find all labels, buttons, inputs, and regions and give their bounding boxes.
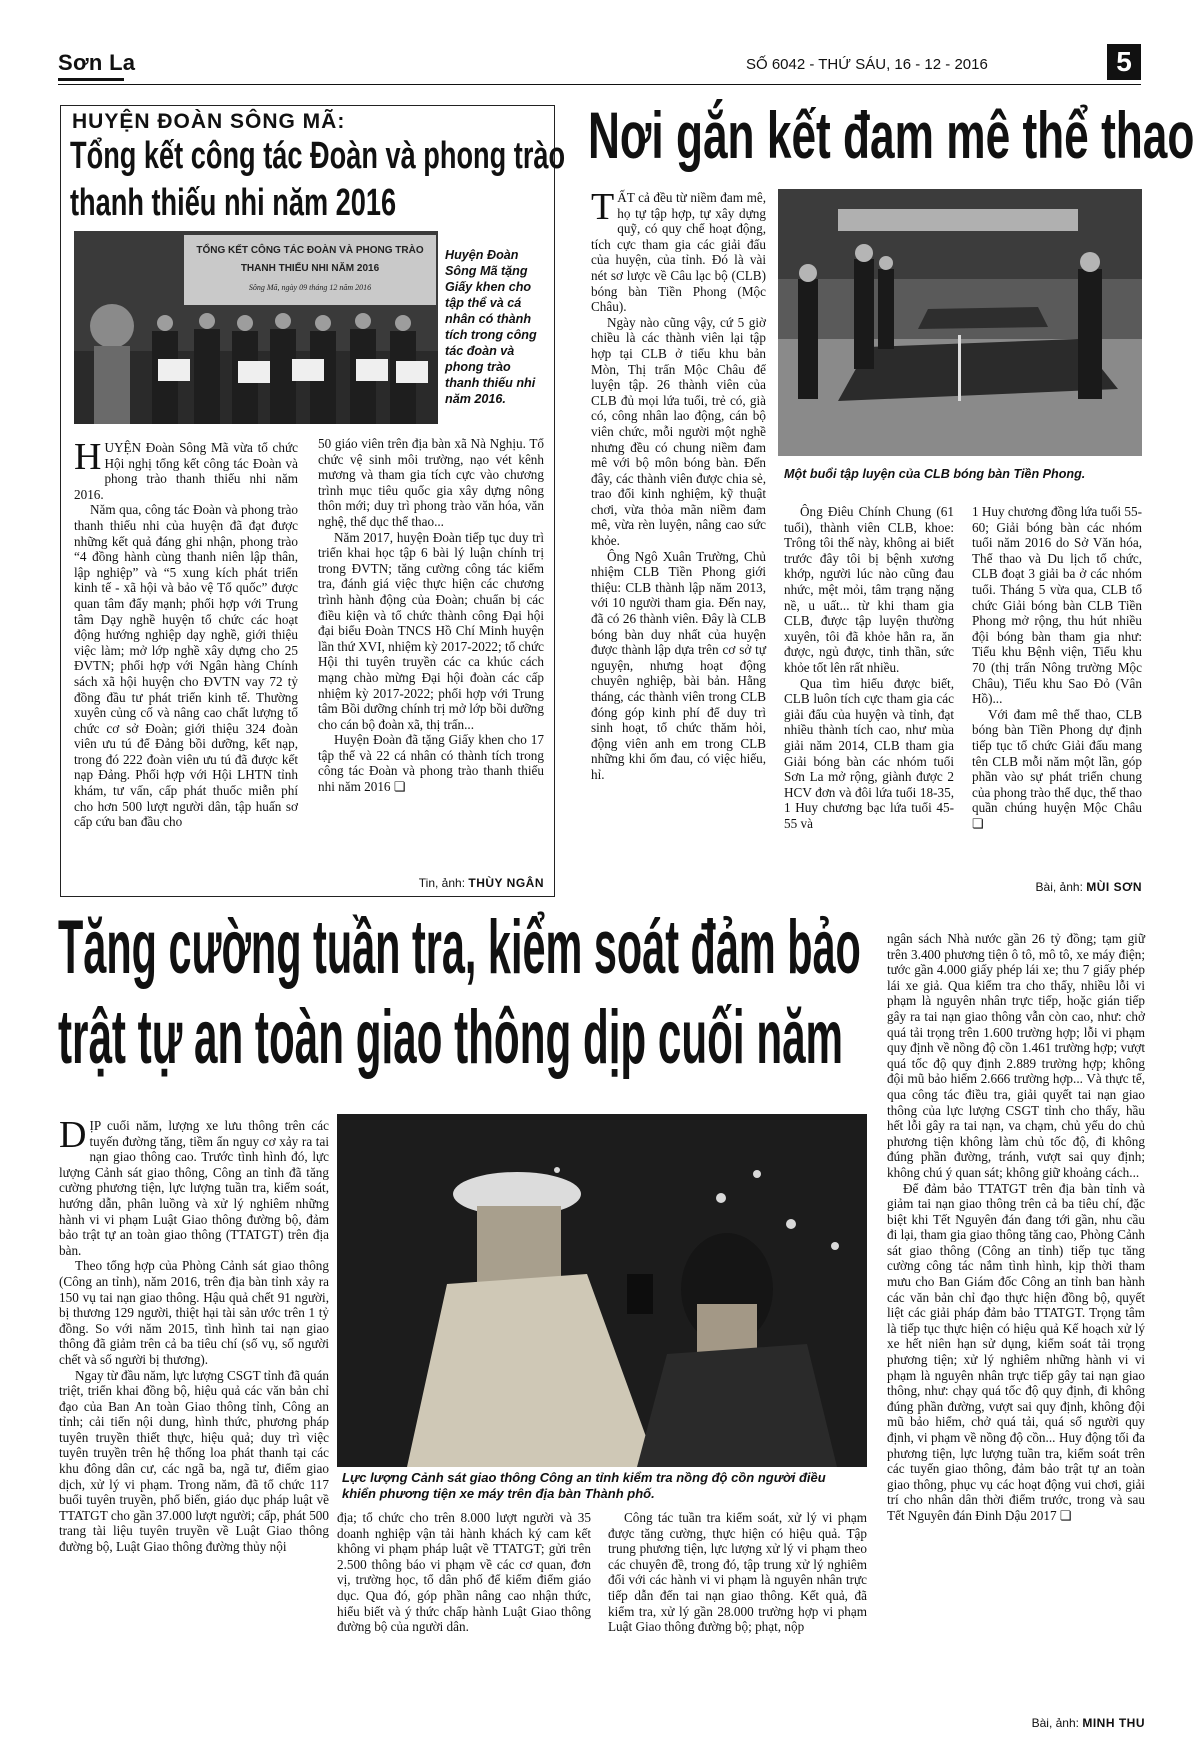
table-tennis-image [778, 189, 1142, 456]
article-1-title-line-1: Tổng kết công tác Đoàn và phong trào [70, 135, 566, 177]
header-rule [58, 84, 1141, 85]
award-ceremony-image [74, 231, 438, 424]
article-3-column-4 [887, 931, 1145, 1524]
article-1-byline [318, 876, 544, 890]
paragraph: HUYỆN Đoàn Sông Mã vừa tổ chức Hội nghị tổng kết công tác Đoàn và phong trào thanh thiếu nhi năm 2016. [74, 436, 298, 502]
byline-prefix: Tin, ảnh: [418, 876, 466, 890]
article-3-photo [337, 1114, 867, 1467]
page-number: 5 [1107, 44, 1141, 80]
paragraph: địa; tổ chức cho trên 8.000 lượt người và 35 doanh nghiệp vận tải hành khách ký cam kết không vi phạm pháp luật về TTATGT; gửi trên 2.500 thông báo vi phạm về các cơ quan, đơn vị, trường học, tổ dân phố để kiểm điểm giáo dục. Qua đó, góp phần nâng cao nhận thức, hiểu biết và ý thức chấp hành Luật Giao thông đường bộ của người dân. [337, 1510, 591, 1635]
paragraph: Qua tìm hiểu được biết, CLB luôn tích cực tham gia các giải đấu của huyện và tỉnh, đạt nhiều thành tích cao, như mùa giải năm 2014, CLB tham gia Giải bóng bàn các nhóm tuổi Sơn La mở rộng, giành được 2 HCV đơn và đôi lứa tuổi 18-35, 1 Huy chương bạc lứa tuổi 45-55 và [784, 675, 954, 831]
article-1-kicker: HUYỆN ĐOÀN SÔNG MÃ: [72, 110, 346, 133]
article-2-column-2 [784, 504, 954, 831]
article-2-photo [778, 189, 1142, 456]
section-name: Sơn La [58, 50, 136, 75]
article-3-title-line-1: Tăng cường tuần tra, kiểm soát đảm bảo [58, 905, 861, 990]
article-3-caption: Lực lượng Cảnh sát giao thông Công an tỉnh kiểm tra nồng độ cồn người điều khiển phương tiện xe máy trên địa bàn Thành phố. [342, 1470, 826, 1501]
paragraph: Theo tổng hợp của Phòng Cảnh sát giao thông (Công an tỉnh), năm 2016, trên địa bàn tỉnh xảy ra 150 vụ tai nạn giao thông. Hậu quả chết 91 người, bị thương 129 người, thiệt hại tài sản ước trên 1 tỷ đồng. So với năm 2015, tình hình tai nạn giao thông đã giảm trên cả ba tiêu chí (số vụ, số người chết và số người bị thương). [59, 1258, 329, 1367]
paragraph: ngân sách Nhà nước gần 26 tỷ đồng; tạm giữ trên 3.400 phương tiện ô tô, mô tô, xe máy điện; tước gần 4.000 giấy phép lái xe; thu 7 giấy phép lái xe giả. Qua kiểm tra cho thấy, nhiều lỗi vi phạm là nguyên nhân trực tiếp, hoặc gián tiếp gây ra tai nạn giao thông vẫn còn cao, như: chở quá tải trọng trên 1.600 trường hợp; lỗi vi phạm quy định về nồng độ cồn 1.461 trường hợp; vượt quá tốc độ quy định 2.889 trường hợp; không đội mũ bảo hiểm 2.666 trường hợp... Và thực tế, qua công tác điều tra, giải quyết tai nạn giao thông của lực lượng CSGT tỉnh cho thấy, hầu hết lỗi gây ra tai nạn, va chạm, chủ yếu do chủ phương tiện không làm chủ tốc độ, đi không đúng phần đường, tránh, vượt sai quy định; không chú ý quan sát; không giữ khoảng cách... [887, 931, 1145, 1180]
article-3-byline [887, 1716, 1145, 1730]
article-1-title-line-2: thanh thiếu nhi năm 2016 [70, 182, 397, 224]
article-1-caption: Huyện Đoàn Sông Mã tặng Giấy khen cho tập thể và cá nhân có thành tích trong công tác đoàn và phong trào thanh thiếu nhi năm 2016. [445, 248, 537, 406]
section-underline [58, 78, 124, 81]
photo-banner-line-2: THANH THIẾU NHI NĂM 2016 [240, 263, 380, 274]
byline-author: MÙI SƠN [1086, 880, 1142, 894]
article-2-byline [972, 880, 1142, 894]
photo-banner-line-3: Sông Mã, ngày 09 tháng 12 năm 2016 [248, 283, 372, 292]
article-3-column-3 [608, 1510, 867, 1635]
paragraph: Công tác tuần tra kiểm soát, xử lý vi phạm được tăng cường, thực hiện có hiệu quả. Tập trung phương tiện, lực lượng xử lý vi phạm theo các chuyên đề, trong đó, tập trung xử lý nghiêm đối với các hành vi vi phạm là nguyên nhân trực tiếp dẫn đến tai nạn giao thông. Kết quả, đã kiểm tra, xử lý gần 28.000 trường hợp vi phạm Luật Giao thông đường bộ; phạt, nộp [608, 1510, 867, 1635]
byline-author: THÙY NGÂN [468, 876, 544, 890]
paragraph: Huyện Đoàn đã tặng Giấy khen cho 17 tập thể và 22 cá nhân có thành tích trong công tác Đoàn và phong trào thanh thiếu nhi năm 2016 ❏ [318, 732, 544, 795]
paragraph: Ông Ngô Xuân Trường, Chủ nhiệm CLB Tiền Phong giới thiệu: CLB thành lập năm 2013, với 10 người tham gia. Đến nay, đã có 26 thành viên. Đây là CLB bóng bàn duy nhất của huyện được thành lập dựa trên cơ sở tự nguyện, nhưng hoạt động chuyên nghiệp, bài bản. Hằng tháng, các thành viên trong CLB đóng góp kinh phí để duy trì sinh hoạt, tổ chức thăm hỏi, động viên anh em trong CLB những khi ốm đau, có việc hiếu, hỉ. [591, 548, 766, 782]
paragraph: TẤT cả đều từ niềm đam mê, họ tự tập hợp, tự xây dựng quỹ, có quy chế hoạt động, tích cực tham gia các giải đấu của huyện, của tỉnh. Đó là vài nét sơ lược về Câu lạc bộ (CLB) bóng bàn Tiền Phong (Mộc Châu). [591, 186, 766, 315]
article-2-column-3 [972, 504, 1142, 831]
article-3-column-1 [59, 1114, 329, 1555]
article-3-column-2 [337, 1510, 591, 1635]
article-3-title-line-2: trật tự an toàn giao thông dịp cuối năm [58, 995, 844, 1080]
traffic-police-image [337, 1114, 867, 1467]
article-2-title: Nơi gắn kết đam mê thể thao [588, 98, 1195, 172]
byline-prefix: Bài, ảnh: [1031, 1716, 1079, 1730]
paragraph: Năm 2017, huyện Đoàn tiếp tục duy trì triển khai học tập 6 bài lý luận chính trị trong ĐVTN; tăng cường công tác kiểm tra, đánh giá việc thực hiện các chương trình hành động của Đoàn; chuẩn bị các điều kiện và tổ chức thành công Đại hội đại biểu Đoàn TNCS Hồ Chí Minh huyện lần thứ XVI, nhiệm kỳ 2017-2022; tổ chức Hội thi tuyên truyền các ca khúc cách mạng chào mừng Đại hội đoàn các cấp nhiệm kỳ 2017-2022; phối hợp với Trung tâm Bồi dưỡng chính trị mở lớp bồi dưỡng cho cán bộ đoàn xã, thị trấn... [318, 529, 544, 732]
article-1-photo [74, 231, 438, 424]
photo-banner-line-1: TỔNG KẾT CÔNG TÁC ĐOÀN VÀ PHONG TRÀO [196, 245, 424, 256]
article-2-column-1 [591, 186, 766, 783]
paragraph: Ông Điêu Chính Chung (61 tuổi), thành viên CLB, khoe: Trông tôi thế này, không ai biết trước đây tôi bị bệnh xương khớp, người lúc nào cũng đau nhức, mệt mỏi, tâm trạng nặng nề, u uất... từ khi tham gia CLB, được tập luyện thường xuyên, tôi đã khỏe hẳn ra, ăn được, ngủ được, tinh thần, sức khỏe tốt lên rất nhiều. [784, 504, 954, 675]
paragraph: 50 giáo viên trên địa bàn xã Nà Nghịu. Tổ chức vệ sinh môi trường, nạo vét kênh mương và tham gia tích cực vào chương trình mục tiêu quốc gia xây dựng nông thôn mới; duy trì phong trào văn hóa, văn nghệ, thể dục thể thao... [318, 436, 544, 529]
issue-date: SỐ 6042 - THỨ SÁU, 16 - 12 - 2016 [746, 56, 988, 73]
article-1-column-2 [318, 436, 544, 795]
paragraph: Ngay từ đầu năm, lực lượng CSGT tỉnh đã quán triệt, triển khai đồng bộ, hiệu quả các văn bản chỉ đạo của Ban An toàn Giao thông tỉnh, Công an tỉnh; cải tiến nội dung, hình thức, phương pháp tuyên truyền thiết thực, hiệu quả; duy trì việc tuyên truyền trên hệ thống loa phát thanh tại các khu đông dân cư, các ngã ba, ngã tư, điểm giao dịch, xử lý vi phạm. Trong năm, đã tổ chức 117 buổi tuyên truyền, phổ biến, giáo dục pháp luật về TTATGT cho gần 37.000 lượt người; cấp, phát 500 trang tài liệu tuyên truyền về Luật Giao thông đường bộ, Luật Giao thông đường thủy nội [59, 1367, 329, 1555]
paragraph: Năm qua, công tác Đoàn và phong trào thanh thiếu nhi của huyện đã đạt được những kết quả đáng ghi nhận, phong trào “4 đồng hành cùng thanh niên lập thân, lập nghiệp” và “5 xung kích phát triển kinh tế - xã hội và bảo vệ Tổ quốc” được quan tâm đẩy mạnh; phối hợp với Trung tâm Dạy nghề huyện tổ chức các hoạt động hướng nghiệp dạy nghề, giới thiệu việc làm; mở lớp nghề xây dựng cho 25 ĐVTN; phối hợp với Ngân hàng Chính sách xã hội huyện cho ĐVTN vay 72 tỷ đồng đầu tư phát triển kinh tế. Thường xuyên củng cố và nâng cao chất lượng tổ chức cơ sở Đoàn; giới thiệu 324 đoàn viên ưu tú để Đảng bồi dưỡng, kết nạp, trong đó 222 đoàn viên ưu tú đã được kết nạp Đảng. Phối hợp với Hội LHTN tỉnh khám, tư vấn, cấp phát thuốc miễn phí cho hơn 500 lượt người dân, tập huấn sơ cấp cứu ban đầu cho [74, 502, 298, 830]
paragraph: Để đảm bảo TTATGT trên địa bàn tỉnh và giảm tai nạn giao thông trên cả ba tiêu chí, đặc biệt khi Tết Nguyên đán đang tới gần, nhu cầu đi lại, tham gia giao thông tăng cao, Phòng Cảnh sát giao thông (Công an tỉnh) tiếp tục tăng cường công tác nắm tình hình, kịp thời tham mưu cho Ban Giám đốc Công an tỉnh ban hành các văn bản chỉ đạo thực hiện đồng bộ, quyết liệt các giải pháp đảm bảo TTATGT. Trọng tâm là tiếp tục thực hiện có hiệu quả Kế hoạch xử lý xe hết niên hạn sử dụng, kiểm soát tải trọng phương tiện; xử lý nghiêm những hành vi vi phạm là nguyên nhân trực tiếp gây tai nạn giao thông, như: chạy quá tốc độ quy định, đi không đúng phần đường, vượt sai quy định, không đội mũ bảo hiểm, chở quá tải, quá số người quy định, vi phạm về nồng độ cồn... Huy động tối đa phương tiện, lực lượng tuần tra, kiểm soát trên các tuyến giao thông, đảm bảo trật tự an toàn giao thông, phục vụ các hoạt động vui chơi, giải trí cho nhân dân thời điểm trước, trong và sau Tết Nguyên đán Đinh Dậu 2017 ❏ [887, 1180, 1145, 1523]
article-2-caption: Một buổi tập luyện của CLB bóng bàn Tiền Phong. [784, 467, 1086, 481]
paragraph: Với đam mê thể thao, CLB bóng bàn Tiền Phong dự định tiếp tục tổ chức Giải đấu mang tên CLB mỗi năm một lần, góp phần vào sự phát triển chung của phong trào thể dục, thể thao quần chúng huyện Mộc Châu ❏ [972, 706, 1142, 831]
paragraph: Ngày nào cũng vậy, cứ 5 giờ chiều là các thành viên lại tập hợp tại CLB ở tiểu khu bản Mòn, Thị trấn Mộc Châu để luyện tập. 26 thành viên của CLB đủ mọi lứa tuổi, trẻ có, già có, công nhân lao động, cán bộ viên chức, mỗi người một nghề nhưng đều có chung niềm đam mê với bộ môn bóng bàn. Đến đây, các thành viên được chia sẻ, trao đổi kinh nghiệm, kỹ thuật chơi, vừa thỏa mãn niềm đam mê, vừa rèn luyện, nâng cao sức khỏe. [591, 314, 766, 549]
byline-prefix: Bài, ảnh: [1035, 880, 1083, 894]
paragraph: DỊP cuối năm, lượng xe lưu thông trên các tuyến đường tăng, tiềm ẩn nguy cơ xảy ra tai nạn giao thông cao. Trước tình hình đó, lực lượng Cảnh sát giao thông, Công an tỉnh đã tăng cường phương tiện, lực lượng tuần tra, kiểm soát, hướng dẫn, phân luồng và xử lý nghiêm những hành vi vi phạm Luật Giao thông đường bộ, đảm bảo trật tự an toàn giao thông (TTATGT) trên địa bàn. [59, 1114, 329, 1258]
paragraph: 1 Huy chương đồng lứa tuổi 55-60; Giải bóng bàn các nhóm tuổi năm 2016 do Sở Văn hóa, Thể thao và Du lịch tổ chức, CLB đoạt 3 giải ba ở các nhóm tuổi. Tháng 5 vừa qua, CLB tổ chức Giải bóng bàn CLB Tiền Phong mở rộng, thu hút nhiều đội bóng bàn tham gia như: Tiểu khu Bệnh viện, Tiểu khu 70 (thị trấn Nông trường Mộc Châu), Tiểu khu Sao Đỏ (Vân Hồ)... [972, 504, 1142, 707]
article-1-column-1 [74, 436, 298, 830]
byline-author: MINH THU [1082, 1716, 1145, 1730]
